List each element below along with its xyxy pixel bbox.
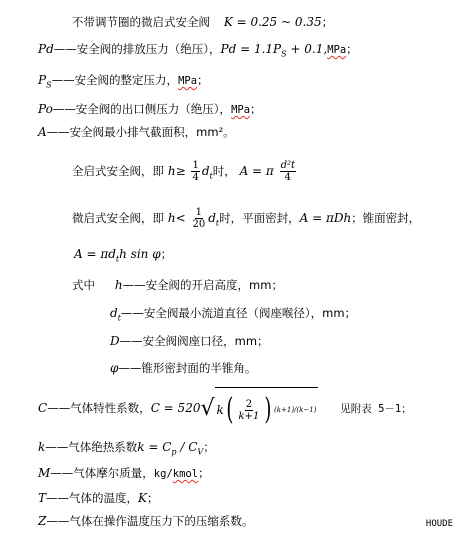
sqrt-expression [200, 387, 318, 430]
var-t: T [38, 491, 47, 505]
sub-v: V [197, 447, 204, 457]
var-d: d [201, 164, 210, 178]
formula-k: k = C [137, 440, 172, 454]
line-t [38, 490, 158, 506]
line-c [38, 387, 412, 430]
var-D: D [110, 334, 120, 348]
formula-a: A = π [239, 164, 274, 178]
text-label: 全启式安全阀，即 [72, 164, 164, 178]
text-label: ——安全阀的整定压力， [51, 73, 179, 87]
line-dt [110, 305, 356, 326]
text-label: 时， [212, 164, 236, 178]
punct: ； [203, 440, 215, 454]
var-d: d [110, 306, 118, 320]
frac-num: 2 [245, 398, 253, 410]
sub-t: t [117, 313, 121, 323]
formula-a-b: h sin φ [119, 247, 161, 261]
ge-sign: ≥ [175, 164, 186, 178]
unit-kg: kg/ [153, 468, 173, 480]
fraction-1-4 [191, 160, 199, 183]
line-full-lift [72, 156, 298, 191]
var-ps: P [38, 73, 47, 87]
text-label: 时，平面密封， [219, 211, 300, 225]
line-a [38, 124, 235, 140]
var-d: d [208, 211, 216, 225]
punct: ； [198, 466, 210, 480]
unit-k: K [138, 491, 147, 505]
var-h: h [167, 211, 176, 225]
sub-p: p [171, 447, 177, 457]
frac-num: d²t [280, 160, 296, 171]
fraction-1-20 [191, 207, 206, 230]
text-label: ；锥面密封， [351, 211, 421, 225]
frac-num: 1 [195, 207, 202, 218]
punct: ； [250, 102, 262, 116]
sub-s: S [46, 80, 52, 90]
var-h: h [167, 164, 176, 178]
var-z: Z [38, 514, 47, 528]
text-label: ——安全阀最小排气截面积，mm²。 [46, 125, 235, 139]
text-label: ——安全阀最小流道直径（阀座喉径），mm； [120, 306, 357, 320]
frac-num: 1 [192, 160, 199, 171]
line-z [38, 513, 253, 529]
right-paren: ) [264, 392, 272, 427]
var-c: C [38, 401, 48, 415]
fraction-2-k1 [238, 399, 261, 422]
text-label: ——气体在操作温度压力下的压缩系数。 [46, 514, 254, 528]
frac-den: 4 [192, 172, 199, 183]
text-label: ——气体的温度， [46, 491, 139, 505]
radicand [215, 387, 319, 430]
punct: ； [346, 42, 358, 56]
sub-t: t [215, 218, 220, 228]
line-valve-coefficient [72, 14, 333, 30]
unit-mpa: MPa [231, 104, 251, 116]
line-m [38, 465, 210, 482]
text-label: ——气体绝热系数 [45, 440, 138, 454]
var-h: h [114, 278, 123, 292]
frac-den: 4 [284, 172, 292, 183]
watermark: HOUDE [425, 519, 453, 529]
line-where-h [72, 277, 283, 293]
text-label: ——气体摩尔质量， [50, 466, 154, 480]
line-D [110, 333, 269, 349]
var-pd: Pd [38, 42, 54, 56]
punct: ； [160, 247, 173, 261]
line-po [38, 101, 262, 118]
formula-pd: Pd = 1.1P [220, 42, 282, 56]
var-phi: φ [110, 361, 119, 375]
formula-pd-b: + 0.1, [286, 42, 328, 56]
exponent: (k+1)/(k−1) [274, 406, 317, 414]
line-ps [38, 72, 209, 93]
formula-k-mid: / C [176, 440, 198, 454]
unit-mpa: MPa [327, 44, 347, 56]
left-paren: ( [226, 392, 234, 427]
text-label: ——安全阀的开启高度，mm； [122, 278, 283, 292]
line-cone-seal [74, 246, 172, 267]
text-label: ——气体特性系数， [47, 401, 151, 415]
text-label: ——安全阀阀座口径，mm； [119, 334, 269, 348]
text-lead: 式中 [72, 278, 95, 292]
line-phi [110, 360, 256, 376]
text-label: ——安全阀的出口侧压力（绝压）， [52, 102, 232, 116]
text-label: ——锥形密封面的半锥角。 [118, 361, 257, 375]
text-label: 不带调节圈的微启式安全阀 [72, 15, 210, 29]
punct: ； [321, 15, 334, 29]
var-po: Po [38, 102, 53, 116]
radical-sign: √ [200, 395, 215, 421]
sub-s: S [281, 49, 287, 59]
line-low-lift [72, 203, 420, 238]
sub-t: t [115, 254, 120, 264]
text-label: 微启式安全阀，即 [72, 211, 164, 225]
formula-c: C = 520 [150, 401, 201, 415]
formula-a: A = πd [74, 247, 116, 261]
var-k: k [38, 440, 46, 454]
frac-den: 20 [192, 219, 206, 230]
formula-k: K = 0.25 ~ 0.35 [223, 15, 322, 29]
lt-sign: < [175, 211, 186, 225]
formula-a: A = πDh [299, 211, 352, 225]
frac-den: k+1 [238, 410, 260, 422]
punct: ； [146, 491, 159, 505]
var-m: M [38, 466, 51, 480]
sub-t: t [209, 171, 213, 181]
unit-mpa: MPa [178, 75, 198, 87]
unit-kmol: kmol [172, 468, 199, 480]
var-k: k [216, 403, 224, 417]
line-k [38, 439, 215, 460]
table-ref: 见附表 5－1； [340, 403, 412, 415]
punct: ； [197, 73, 209, 87]
fraction-dt2-4 [280, 160, 296, 183]
text-label: ——安全阀的排放压力（绝压）， [53, 42, 221, 56]
var-a: A [38, 125, 47, 139]
line-pd [38, 41, 358, 62]
